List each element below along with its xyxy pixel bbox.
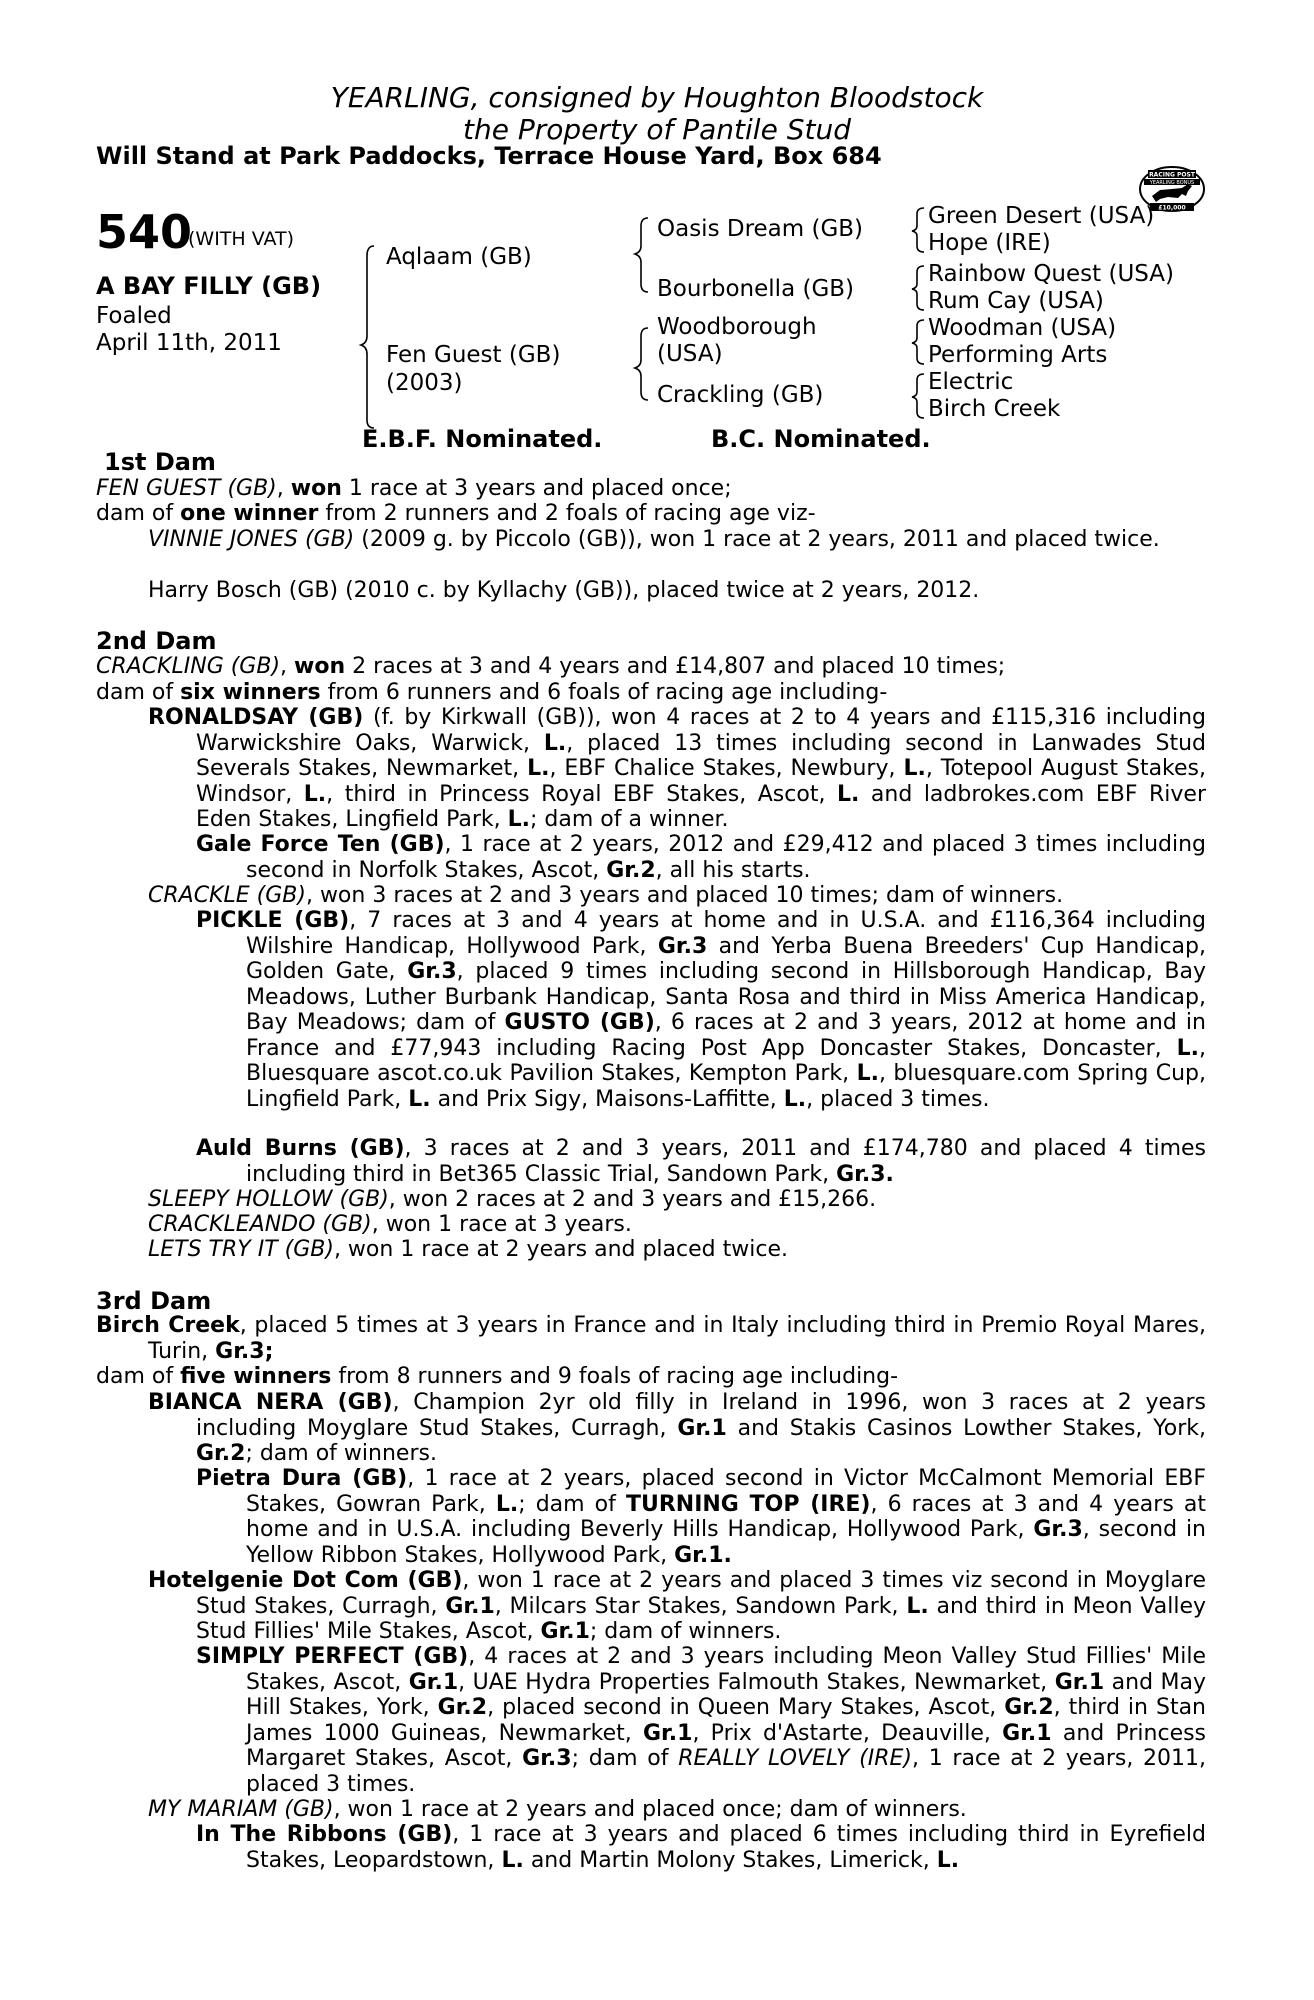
runner-auld-burns: Auld Burns (GB), 3 races at 2 and 3 years, 2011 and £174,780 and placed 4 times including third in Bet365 Classic Trial, Sandown Park, Gr.3. — [196, 1136, 1206, 1187]
pedigree-dam-dam: Crackling (GB) — [657, 382, 824, 408]
runner-crackleando: CRACKLEANDO (GB), won 1 race at 3 years. — [148, 1212, 632, 1237]
pedigree-dam-sire-name: Woodborough — [657, 314, 817, 340]
pedigree-dam-year: (2003) — [386, 370, 463, 396]
runner-my-mariam: MY MARIAM (GB), won 1 race at 2 years and placed once; dam of winners. — [148, 1797, 967, 1822]
runner-lets-try-it: LETS TRY IT (GB), won 1 race at 2 years and placed twice. — [148, 1237, 788, 1262]
vat-label: (WITH VAT) — [188, 228, 295, 250]
pedigree-sire: Aqlaam (GB) — [386, 244, 532, 270]
svg-text:RACING POST: RACING POST — [1149, 171, 1195, 179]
second-dam-record: CRACKLING (GB), won 2 races at 3 and 4 years and £14,807 and placed 10 times; — [96, 654, 1006, 679]
runner-simply-perfect: SIMPLY PERFECT (GB), 4 races at 2 and 3 years including Meon Valley Stud Fillies' Mile Stakes, Ascot, Gr.1, UAE Hydra Properties Falmouth Stakes, Newmarket, Gr.1 and May Hill Stakes, York, Gr.2, placed second in Queen Mary Stakes, Ascot, Gr.2, third in Stan James 1000 Guineas, Newmarket, Gr.1, Prix d'Astarte, Deauville, Gr.1 and Princess Margaret Stakes, Ascot, Gr.3; dam of REALLY LOVELY (IRE), 1 race at 2 years, 2011, placed 3 times. — [196, 1644, 1207, 1797]
runner-pietra-dura: Pietra Dura (GB), 1 race at 2 years, placed second in Victor McCalmont Memorial EBF Stakes, Gowran Park, L.; dam of TURNING TOP (IRE), 6 races at 3 and 4 years at home and in U.S.A. including Beverly Hills Handicap, Hollywood Park, Gr.3, second in Yellow Ribbon Stakes, Hollywood Park, Gr.1. — [196, 1466, 1207, 1568]
third-dam-produce: dam of five winners from 8 runners and 9 foals of racing age including- — [96, 1364, 899, 1389]
first-dam-produce: dam of one winner from 2 runners and 2 foals of racing age viz- — [96, 501, 816, 526]
pedigree-dam-name: Fen Guest (GB) — [386, 342, 561, 368]
third-dam-record: Birch Creek, placed 5 times at 3 years in France and in Italy including third in Premio Royal Mares, Turin, Gr.3; — [96, 1313, 1206, 1364]
second-dam-produce: dam of six winners from 6 runners and 6 foals of racing age including- — [96, 680, 888, 705]
foaled-label: Foaled — [96, 303, 172, 329]
pedigree-gen3-2: Hope (IRE) — [928, 230, 1051, 256]
lot-number: 540 — [96, 205, 193, 259]
second-dam-heading: 2nd Dam — [96, 627, 217, 655]
header-property: the Property of Pantile Stud — [463, 113, 851, 146]
third-dam-heading: 3rd Dam — [96, 1287, 212, 1315]
foaled-date: April 11th, 2011 — [96, 330, 282, 356]
pedigree-gen3-1: Green Desert (USA) — [928, 203, 1155, 229]
svg-text:YEARLING BONUS: YEARLING BONUS — [1149, 180, 1195, 186]
runner-gale-force-ten: Gale Force Ten (GB), 1 race at 2 years, 2012 and £29,412 and placed 3 times including second in Norfolk Stakes, Ascot, Gr.2, all his starts. — [196, 832, 1206, 883]
runner-in-the-ribbons: In The Ribbons (GB), 1 race at 3 years and placed 6 times including third in Eyrefield Stakes, Leopardstown, L. and Martin Molony Stakes, Limerick, L. — [196, 1822, 1206, 1873]
runner-sleepy-hollow: SLEEPY HOLLOW (GB), won 2 races at 2 and 3 years and £15,266. — [148, 1187, 877, 1212]
pedigree-sire-dam: Bourbonella (GB) — [657, 276, 855, 302]
header-title: YEARLING, consigned by Houghton Bloodstock — [330, 81, 984, 114]
runner-bianca-nera: BIANCA NERA (GB), Champion 2yr old filly in Ireland in 1996, won 3 races at 2 years including Moyglare Stud Stakes, Curragh, Gr.1 and Stakis Casinos Lowther Stakes, York, Gr.2; dam of winners. — [148, 1390, 1206, 1466]
pedigree-gen3-8: Birch Creek — [928, 396, 1061, 422]
pedigree-gen3-7: Electric — [928, 369, 1014, 395]
runner-pickle: PICKLE (GB), 7 races at 3 and 4 years at home and in U.S.A. and £116,364 including Wilshire Handicap, Hollywood Park, Gr.3 and Yerba Buena Breeders' Cup Handicap, Golden Gate, Gr.3, placed 9 times including second in Hillsborough Handicap, Bay Meadows, Luther Burbank Handicap, Santa Rosa and third in Miss America Handicap, Bay Meadows; dam of GUSTO (GB), 6 races at 2 and 3 years, 2012 at home and in France and £77,943 including Racing Post App Doncaster Stakes, Doncaster, L., Bluesquare ascot.co.uk Pavilion Stakes, Kempton Park, L., bluesquare.com Spring Cup, Lingfield Park, L. and Prix Sigy, Maisons-Laffitte, L., placed 3 times. — [196, 908, 1207, 1112]
first-dam-record: FEN GUEST (GB), won 1 race at 3 years and placed once; — [96, 476, 732, 501]
first-dam-heading: 1st Dam — [104, 448, 216, 476]
svg-text:£10,000: £10,000 — [1158, 204, 1186, 212]
header-location: Will Stand at Park Paddocks, Terrace House Yard, Box 684 — [96, 142, 882, 170]
pedigree-gen3-3: Rainbow Quest (USA) — [928, 261, 1175, 287]
ebf-nominated: E.B.F. Nominated. — [362, 425, 603, 453]
pedigree-gen3-4: Rum Cay (USA) — [928, 288, 1104, 314]
pedigree-dam-sire-country: (USA) — [657, 341, 723, 367]
foal-harry-bosch: Harry Bosch (GB) (2010 c. by Kyllachy (GB)), placed twice at 2 years, 2012. — [148, 578, 980, 603]
runner-crackle: CRACKLE (GB), won 3 races at 2 and 3 years and placed 10 times; dam of winners. — [148, 883, 1064, 908]
runner-hotelgenie-dot-com: Hotelgenie Dot Com (GB), won 1 race at 2 years and placed 3 times viz second in Moyglare Stud Stakes, Curragh, Gr.1, Milcars Star Stakes, Sandown Park, L. and third in Meon Valley Stud Fillies' Mile Stakes, Ascot, Gr.1; dam of winners. — [148, 1568, 1206, 1644]
lot-description: A BAY FILLY (GB) — [96, 272, 322, 300]
pedigree-gen3-5: Woodman (USA) — [928, 315, 1117, 341]
bc-nominated: B.C. Nominated. — [711, 425, 931, 453]
pedigree-gen3-6: Performing Arts — [928, 342, 1108, 368]
pedigree-sire-sire: Oasis Dream (GB) — [657, 216, 864, 242]
foal-vinnie-jones: VINNIE JONES (GB) (2009 g. by Piccolo (GB)), won 1 race at 2 years, 2011 and placed twice. — [148, 527, 1160, 552]
runner-ronaldsay: RONALDSAY (GB) (f. by Kirkwall (GB)), won 4 races at 2 to 4 years and £115,316 including Warwickshire Oaks, Warwick, L., placed 13 times including second in Lanwades Stud Severals Stakes, Newmarket, L., EBF Chalice Stakes, Newbury, L., Totepool August Stakes, Windsor, L., third in Princess Royal EBF Stakes, Ascot, L. and ladbrokes.com EBF River Eden Stakes, Lingfield Park, L.; dam of a winner. — [148, 705, 1206, 832]
